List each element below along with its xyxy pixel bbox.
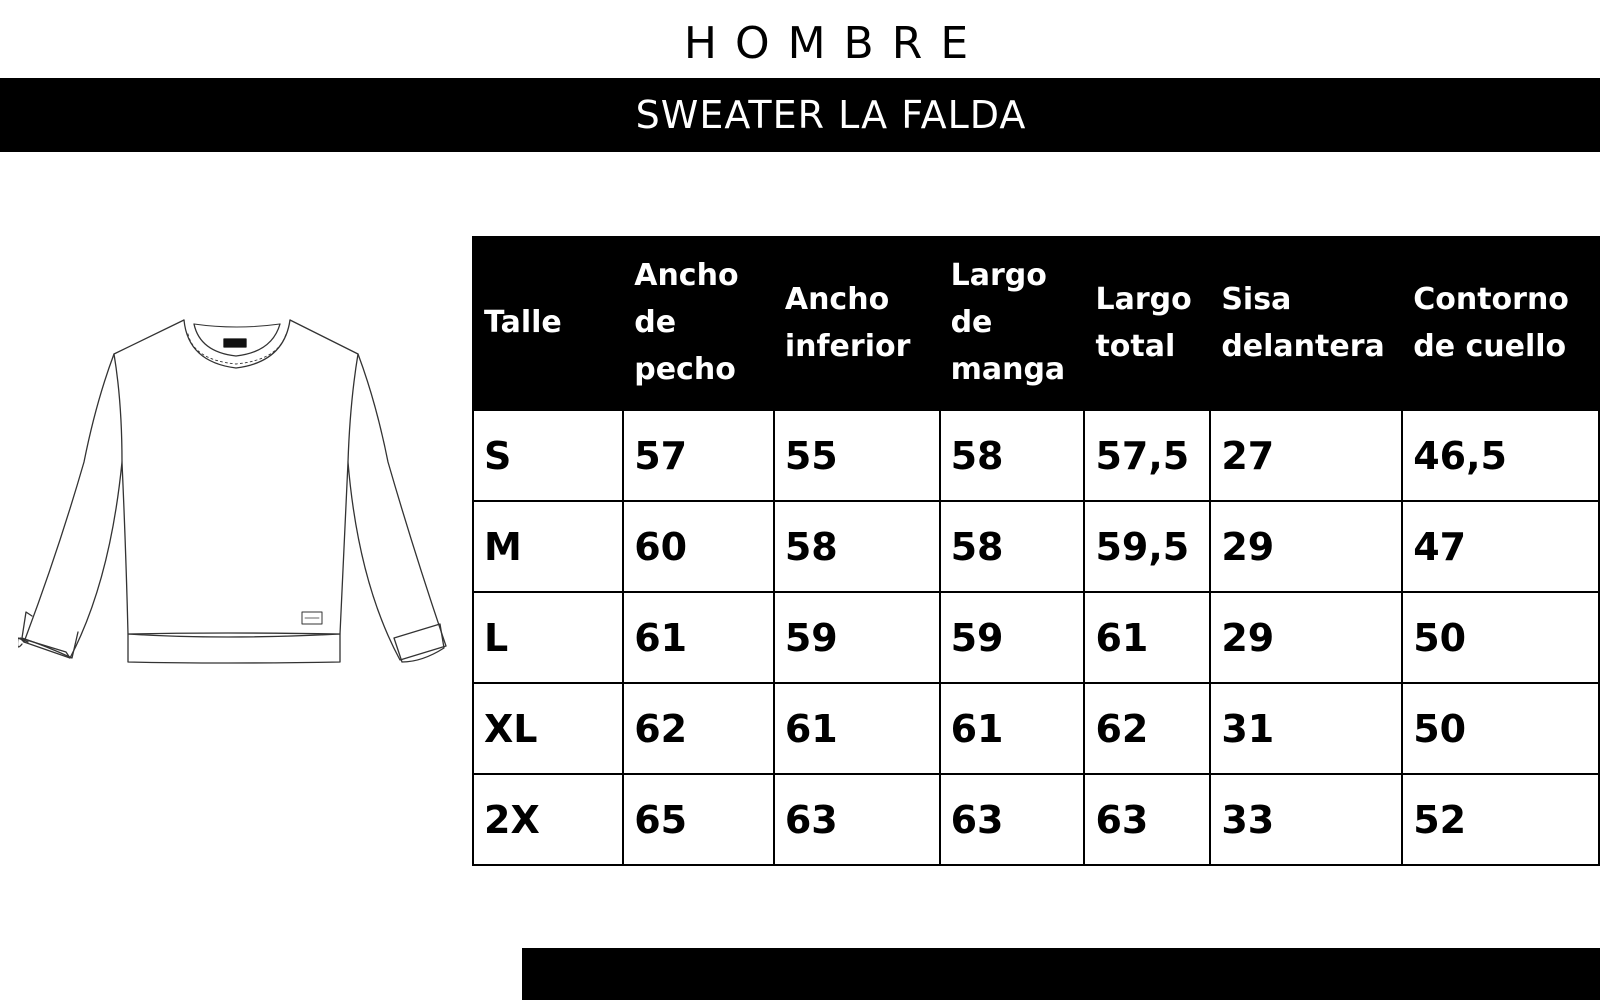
product-banner	[0, 78, 1600, 152]
table-cell: 50	[1402, 683, 1599, 774]
table-cell: 57	[623, 410, 774, 501]
table-cell: 59	[774, 592, 940, 683]
table-cell: 50	[1402, 592, 1599, 683]
table-cell: 60	[623, 501, 774, 592]
table-cell: 33	[1210, 774, 1402, 865]
table-cell: 61	[774, 683, 940, 774]
table-cell: 63	[1084, 774, 1210, 865]
table-cell: 46,5	[1402, 410, 1599, 501]
table-cell: XL	[473, 683, 623, 774]
table-cell: 57,5	[1084, 410, 1210, 501]
table-cell: 62	[623, 683, 774, 774]
table-cell: M	[473, 501, 623, 592]
table-cell: S	[473, 410, 623, 501]
table-row	[473, 774, 1599, 865]
header-ancho-inferior: Ancho inferior	[774, 236, 940, 410]
size-table	[472, 236, 1600, 866]
table-cell: 62	[1084, 683, 1210, 774]
table-cell: 58	[940, 410, 1085, 501]
header-sisa-delantera: Sisa delantera	[1210, 236, 1402, 410]
table-cell: 52	[1402, 774, 1599, 865]
table-cell: 2X	[473, 774, 623, 865]
table-cell: 31	[1210, 683, 1402, 774]
table-cell: L	[473, 592, 623, 683]
table-cell: 58	[774, 501, 940, 592]
table-cell: 59,5	[1084, 501, 1210, 592]
table-row	[473, 683, 1599, 774]
sweater-illustration-icon	[18, 312, 458, 682]
header-largo-manga: Largo de manga	[940, 236, 1085, 410]
table-cell: 65	[623, 774, 774, 865]
table-cell: 63	[774, 774, 940, 865]
table-cell: 55	[774, 410, 940, 501]
header-largo-total: Largo total	[1084, 236, 1210, 410]
table-row	[473, 410, 1599, 501]
bottom-bar	[522, 948, 1600, 1000]
table-cell: 58	[940, 501, 1085, 592]
header-ancho-pecho: Ancho de pecho	[623, 236, 774, 410]
table-cell: 29	[1210, 592, 1402, 683]
table-row	[473, 501, 1599, 592]
table-cell: 27	[1210, 410, 1402, 501]
product-title: SWEATER LA FALDA	[635, 93, 1027, 137]
category-title: HOMBRE	[683, 18, 987, 69]
header-contorno-cuello: Contorno de cuello	[1402, 236, 1599, 410]
table-cell: 61	[623, 592, 774, 683]
table-cell: 59	[940, 592, 1085, 683]
header-row	[473, 236, 1599, 410]
table-cell: 61	[940, 683, 1085, 774]
table-cell: 47	[1402, 501, 1599, 592]
header-talle: Talle	[473, 236, 623, 410]
table-cell: 29	[1210, 501, 1402, 592]
table-cell: 63	[940, 774, 1085, 865]
table-cell: 61	[1084, 592, 1210, 683]
table-row	[473, 592, 1599, 683]
